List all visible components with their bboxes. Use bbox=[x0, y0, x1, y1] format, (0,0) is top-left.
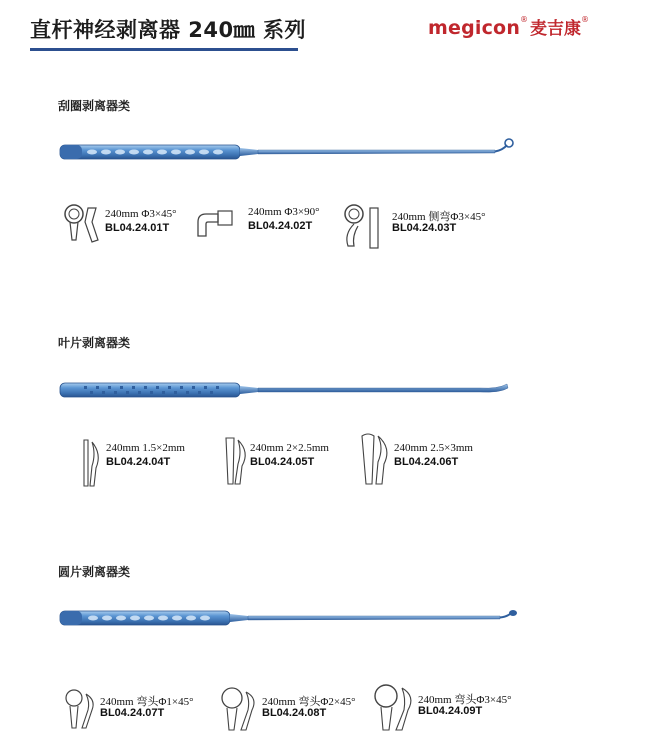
product-code: BL04.24.04T bbox=[106, 456, 171, 468]
product-code: BL04.24.01T bbox=[105, 222, 170, 234]
product-spec: 240mm 2×2.5mm bbox=[250, 442, 329, 454]
brand-chinese-name: 麦吉康 bbox=[530, 19, 582, 39]
product-spec: 240mm 弯头Φ1×45° bbox=[100, 696, 194, 708]
product-spec: 240mm 侧弯Φ3×45° bbox=[392, 211, 486, 223]
product-spec: 240mm 2.5×3mm bbox=[394, 442, 473, 454]
brand-reg-mark-2: ® bbox=[581, 15, 590, 24]
disc-tip-2mm-icon bbox=[218, 686, 258, 736]
product-code: BL04.24.08T bbox=[262, 707, 327, 719]
page-title: 直杆神经剥离器 240㎜ 系列 bbox=[30, 18, 306, 42]
section-title-blade: 叶片剥离器类 bbox=[58, 336, 131, 350]
product-code: BL04.24.07T bbox=[100, 707, 165, 719]
brand-name: megicon bbox=[428, 17, 521, 39]
product-code: BL04.24.03T bbox=[392, 222, 457, 234]
product-spec: 240mm Φ3×90° bbox=[248, 206, 320, 218]
section-title-disc: 圆片剥离器类 bbox=[58, 565, 131, 579]
disc-tip-3mm-icon bbox=[372, 684, 416, 736]
product-spec: 240mm 弯头Φ2×45° bbox=[262, 696, 356, 708]
product-code: BL04.24.09T bbox=[418, 705, 483, 717]
product-spec: 240mm 弯头Φ3×45° bbox=[418, 694, 512, 706]
disc-tip-1mm-icon bbox=[62, 688, 98, 734]
product-code: BL04.24.02T bbox=[248, 220, 313, 232]
product-code: BL04.24.05T bbox=[250, 456, 315, 468]
product-code: BL04.24.06T bbox=[394, 456, 459, 468]
brand-reg-mark: ® bbox=[520, 15, 529, 24]
product-spec: 240mm 1.5×2mm bbox=[106, 442, 185, 454]
section-title-ring: 刮圈剥离器类 bbox=[58, 99, 131, 113]
product-spec: 240mm Φ3×45° bbox=[105, 208, 177, 220]
